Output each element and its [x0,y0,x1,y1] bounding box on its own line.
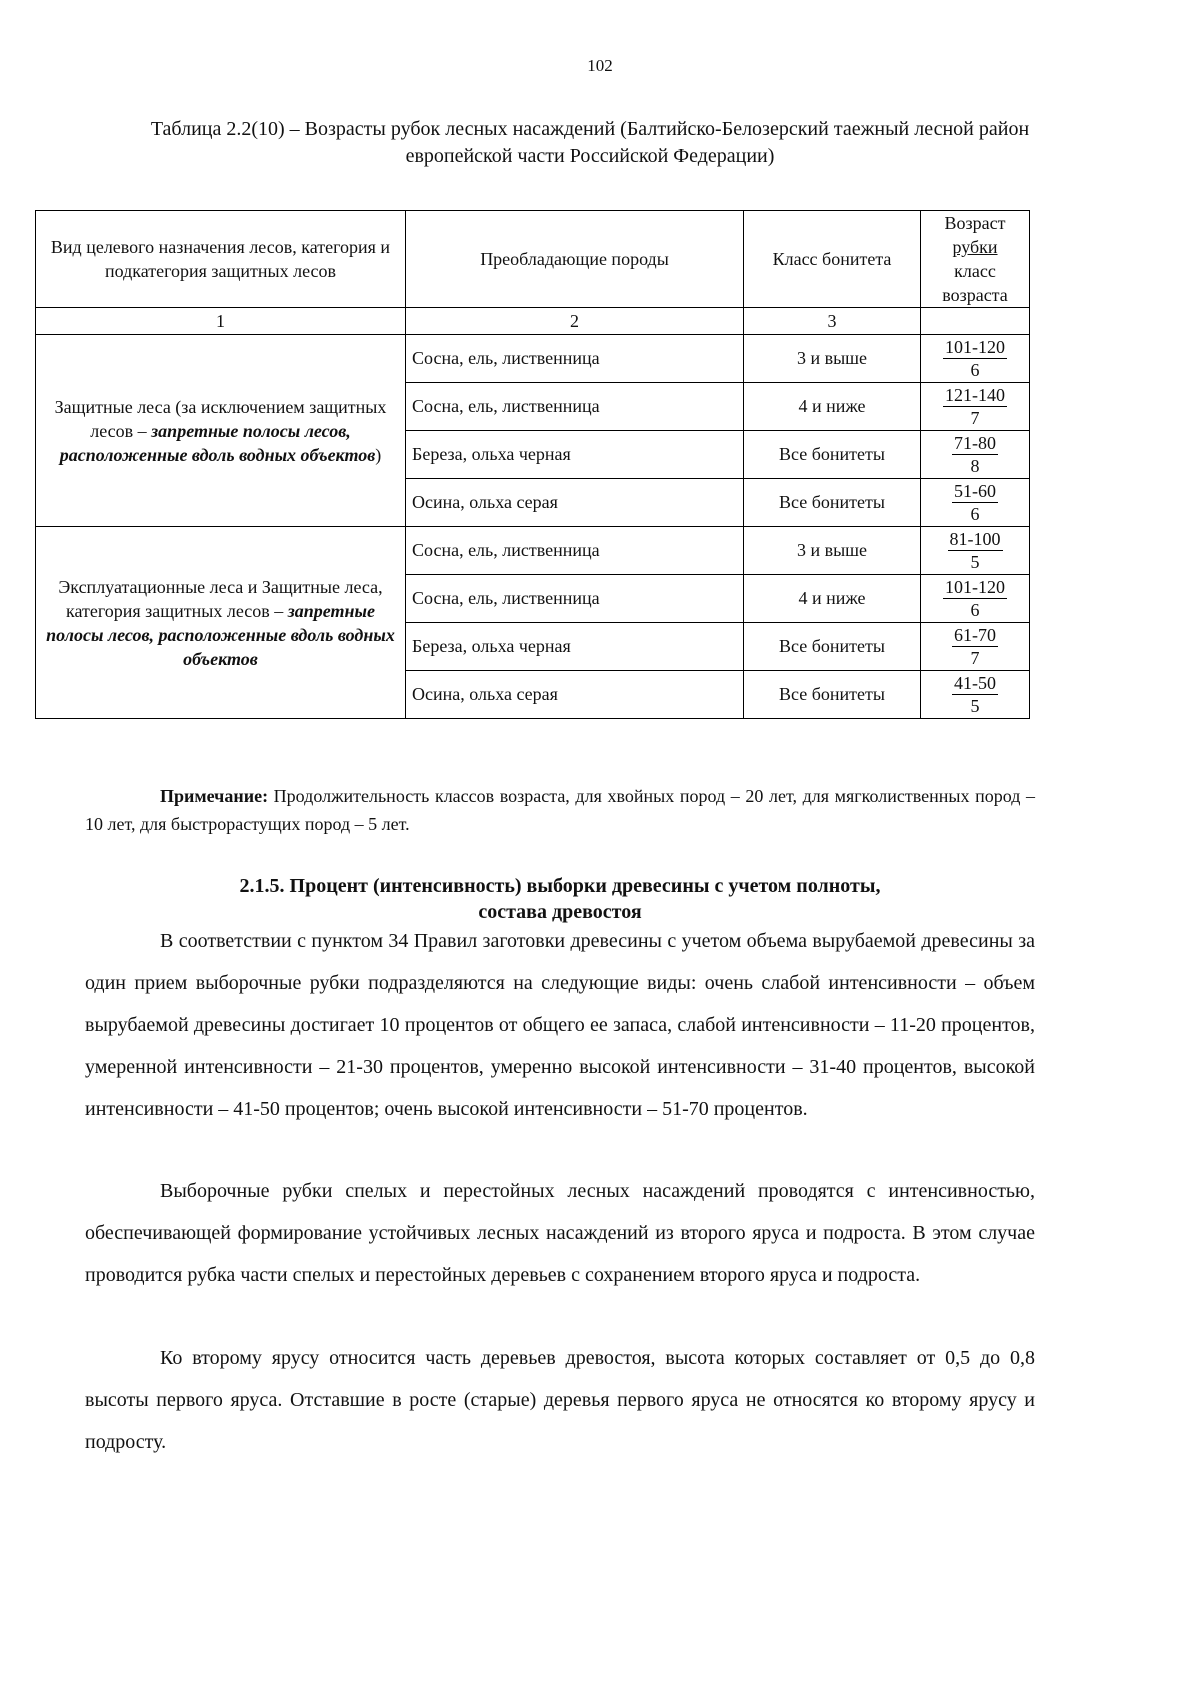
age-cell: 81-100 5 [921,527,1030,575]
bonitet-cell: Все бонитеты [744,623,921,671]
paragraph: Выборочные рубки спелых и перестойных лесных насаждений проводятся с интенсивностью, обеспечивающей формирование устойчивых лесных насаждений из второго яруса и подроста. В этом случае проводится рубка части спелых и перестойных деревьев с сохранением второго яруса и подроста. [85,1180,1035,1286]
age-cell: 51-60 6 [921,479,1030,527]
header-bonitet: Класс бонитета [744,211,921,308]
age-cell: 61-70 7 [921,623,1030,671]
header-purpose: Вид целевого назначения лесов, категория и подкатегория защитных лесов [36,211,406,308]
paragraph: В соответствии с пунктом 34 Правил заготовки древесины с учетом объема вырубаемой древесины за один прием выборочные рубки подразделяются на следующие виды: очень слабой интенсивности – объем вырубаемой древесины достигает 10 процентов от общего ее запаса, слабой интенсивности – 11-20 процентов, умеренной интенсивности – 21-30 процентов, умеренно высокой интенсивности – 31-40 процентов, высокой интенсивности – 41-50 процентов; очень высокой интенсивности – 51-70 процентов. [85,930,1035,1120]
table-note [85,782,1035,838]
note-text: Продолжительность классов возраста, для хвойных пород – 20 лет, для мягколиственных пород – 10 лет, для быстрорастущих пород – 5 лет. [85,786,1035,834]
species-cell: Сосна, ель, лиственница [406,383,744,431]
section-heading [85,873,1035,925]
bonitet-cell: 4 и ниже [744,383,921,431]
column-number: 2 [406,308,744,335]
table-row [36,335,1030,383]
number-row [36,308,1030,335]
header-age-line1: Возраст [944,213,1006,233]
cutting-age-table [35,210,1030,719]
age-cell: 121-140 7 [921,383,1030,431]
species-cell: Осина, ольха серая [406,479,744,527]
species-cell: Осина, ольха серая [406,671,744,719]
column-number [921,308,1030,335]
table-row [36,527,1030,575]
header-age [921,211,1030,308]
bonitet-cell: Все бонитеты [744,671,921,719]
species-cell: Береза, ольха черная [406,431,744,479]
species-cell: Сосна, ель, лиственница [406,575,744,623]
age-cell: 101-120 6 [921,335,1030,383]
header-age-line3: класс возраста [942,261,1008,305]
age-cell: 41-50 5 [921,671,1030,719]
species-cell: Береза, ольха черная [406,623,744,671]
bonitet-cell: Все бонитеты [744,431,921,479]
age-cell: 101-120 6 [921,575,1030,623]
bonitet-cell: 4 и ниже [744,575,921,623]
bonitet-cell: Все бонитеты [744,479,921,527]
table-caption: Таблица 2.2(10) – Возрасты рубок лесных насаждений (Балтийско-Белозерский таежный лесной район европейской части Российской Федерации) [150,118,1030,167]
section-heading-line2: состава древостоя [478,901,642,923]
column-number: 1 [36,308,406,335]
age-cell: 71-80 8 [921,431,1030,479]
column-number: 3 [744,308,921,335]
group-label-protective: Защитные леса (за исключением защитных лесов – запретные полосы лесов, расположенные вдоль водных объектов) [36,335,406,527]
section-heading-line1: 2.1.5. Процент (интенсивность) выборки древесины с учетом полноты, [239,875,881,897]
header-row [36,211,1030,308]
group-label-exploitation: Эксплуатационные леса и Защитные леса, категория защитных лесов – запретные полосы лесов, расположенные вдоль водных объектов [36,527,406,719]
paragraph: Ко второму ярусу относится часть деревьев древостоя, высота которых составляет от 0,5 до 0,8 высоты первого яруса. Отставшие в росте (старые) деревья первого яруса не относятся ко второму ярусу и подросту. [85,1347,1035,1453]
note-label: Примечание: [160,786,269,806]
header-species: Преобладающие породы [406,211,744,308]
header-age-line2: рубки [952,237,998,257]
species-cell: Сосна, ель, лиственница [406,335,744,383]
species-cell: Сосна, ель, лиственница [406,527,744,575]
bonitet-cell: 3 и выше [744,335,921,383]
bonitet-cell: 3 и выше [744,527,921,575]
page-number: 102 [587,56,613,75]
